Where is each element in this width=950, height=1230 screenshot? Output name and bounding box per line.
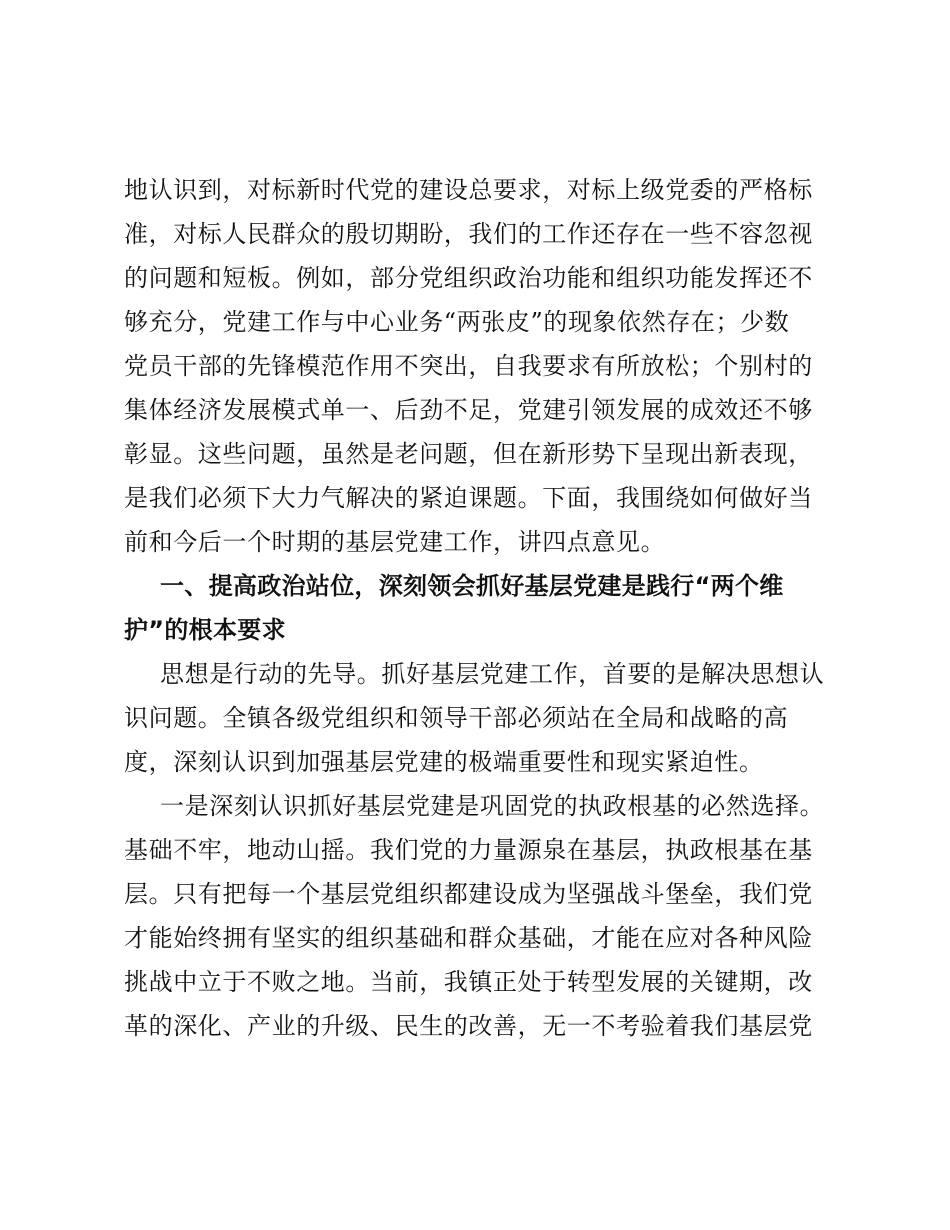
body-line: 挑战中立于不败之地。当前，我镇正处于转型发展的关键期，改 [124, 968, 813, 996]
section-heading-line: 一、提高政治站位，深刻领会抓好基层党建是践行“两个维 [160, 572, 784, 600]
body-line: 地认识到，对标新时代党的建设总要求，对标上级党委的严格标 [124, 176, 813, 204]
body-line: 够充分，党建工作与中心业务“两张皮”的现象依然存在；少数 [124, 308, 790, 336]
body-line: 党员干部的先锋模范作用不突出，自我要求有所放松；个别村的 [124, 352, 813, 380]
body-line: 革的深化、产业的升级、民生的改善，无一不考验着我们基层党 [124, 1012, 813, 1040]
body-line: 一是深刻认识抓好基层党建是巩固党的执政根基的必然选择。 [160, 792, 825, 820]
body-line: 是我们必须下大力气解决的紧迫课题。下面，我围绕如何做好当 [124, 484, 813, 512]
body-line: 才能始终拥有坚实的组织基础和群众基础，才能在应对各种风险 [124, 924, 813, 952]
body-line: 前和今后一个时期的基层党建工作，讲四点意见。 [124, 528, 666, 556]
body-line: 度，深刻认识到加强基层党建的极端重要性和现实紧迫性。 [124, 748, 764, 776]
section-heading-line: 护”的根本要求 [124, 616, 286, 644]
body-line: 彰显。这些问题，虽然是老问题，但在新形势下呈现出新表现， [124, 440, 813, 468]
body-line: 集体经济发展模式单一、后劲不足，党建引领发展的成效还不够 [124, 396, 813, 424]
body-line: 的问题和短板。例如，部分党组织政治功能和组织功能发挥还不 [124, 264, 813, 292]
body-line: 思想是行动的先导。抓好基层党建工作，首要的是解决思想认 [160, 660, 825, 688]
body-line: 基础不牢，地动山摇。我们党的力量源泉在基层，执政根基在基 [124, 836, 813, 864]
body-line: 准，对标人民群众的殷切期盼，我们的工作还存在一些不容忽视 [124, 220, 813, 248]
body-line: 识问题。全镇各级党组织和领导干部必须站在全局和战略的高 [124, 704, 789, 732]
body-line: 层。只有把每一个基层党组织都建设成为坚强战斗堡垒，我们党 [124, 880, 813, 908]
